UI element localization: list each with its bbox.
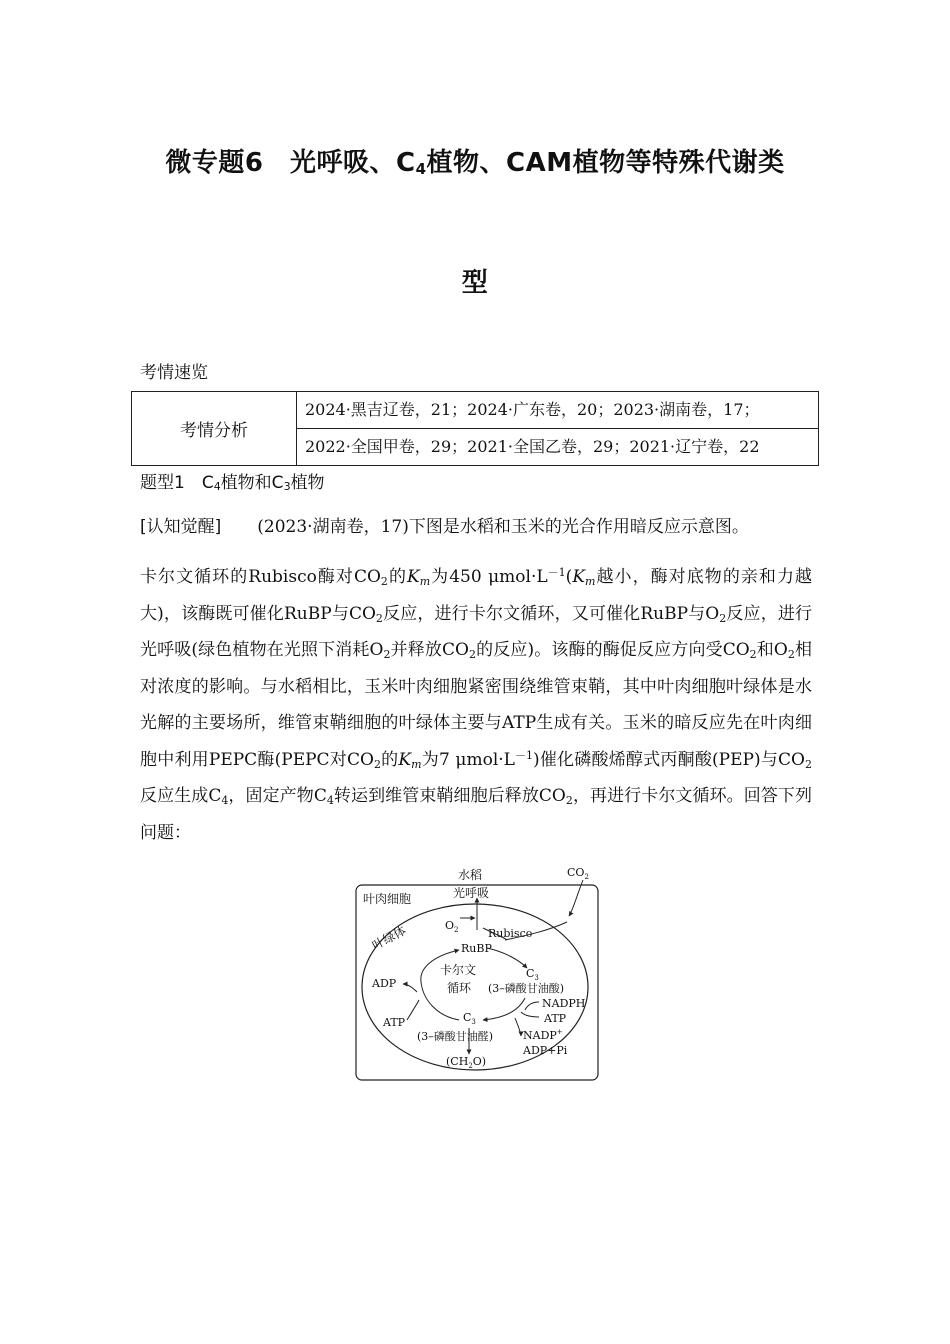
rubp-to-c3-arrow [487, 948, 527, 968]
question-type-heading: 题型1 $C_4$植物和$C_3$植物 [140, 473, 325, 493]
page-title-line-2: 型 [461, 268, 489, 298]
question-intro [140, 512, 749, 537]
nadph-join [525, 1002, 539, 1010]
section-overview-heading: 考情速览 [140, 363, 208, 383]
exam-list-row-2: 2022·全国甲卷，29；2021·全国乙卷，29；2021·辽宁卷，22 [297, 429, 819, 466]
nadp-out-arrow [515, 1018, 521, 1036]
g3p-label: (3–磷酸甘油醛) [417, 1030, 494, 1043]
adp-label: ADP [372, 977, 397, 990]
page-title-line-1: 微专题6 光呼吸、$C_4$植物、CAM植物等特殊代谢类 [165, 148, 785, 178]
mesophyll-cell-label: 叶肉细胞 [363, 892, 412, 906]
atp-label-left: ATP [383, 1016, 406, 1029]
chloroplast-label: 叶绿体 [369, 923, 409, 953]
rice-label: 水稻 [458, 868, 483, 882]
co2-label-top: $CO_2$ [567, 866, 589, 881]
dark-reaction-diagram [355, 860, 600, 1082]
question-source: (2023·湖南卷，17)下图是水稻和玉米的光合作用暗反应示意图。 [257, 517, 749, 537]
ch2o-label: $(CH_2O)$ [446, 1055, 487, 1070]
photorespiration-label: 光呼吸 [453, 886, 490, 900]
nadph-label: NADPH [542, 997, 586, 1010]
rubp-label: RuBP [461, 942, 492, 955]
c3-label-lower: $C_3$ [463, 1011, 476, 1026]
nadp-label: NADP+ [523, 1028, 563, 1042]
exam-list-row-1: 2024·黑吉辽卷，21；2024·广东卷，20；2023·湖南卷，17； [297, 392, 819, 429]
exam-overview-table [131, 391, 819, 466]
atp-in-line [407, 1000, 419, 1020]
rubisco-label: Rubisco [488, 927, 533, 940]
pga-label: (3–磷酸甘油酸) [488, 982, 565, 995]
cognition-tag: [认知觉醒] [140, 517, 222, 537]
c3-to-c3-arrow [483, 998, 525, 1020]
o2-label: $O_2$ [445, 919, 459, 934]
calvin-cycle-label-2: 循环 [447, 981, 472, 995]
atp-join [521, 1012, 539, 1017]
adp-out-arrow [403, 984, 417, 992]
calvin-cycle-label-1: 卡尔文 [440, 963, 477, 977]
adp-pi-label: ADP+Pi [523, 1044, 568, 1057]
c3-label-upper: $C_3$ [526, 967, 539, 982]
question-body-paragraph: 卡尔文循环的Rubisco酶对$CO_2$的$K_m$为450 $\mu mol\cdot L^{-1}(K_m$越小，酶对底物的亲和力越大)，该酶既可催化RuBP与$CO_2$反应，进行卡尔文循环，又可催化RuBP与$O_2$反应，进行光呼吸(绿色植物在光照下消耗$O_2$并释放$CO_2$的反应)。该酶的酶促反应方向受$CO_2$和$O_2$相对浓度的影响。与水稻相比，玉米叶肉细胞紧密围绕维管束鞘，其中叶肉细胞叶绿体是水光解的主要场所，维管束鞘细胞的叶绿体主要与ATP生成有关。玉米的暗反应先在叶肉细胞中利用PEPC酶(PEPC对$CO_2$的$K_m$为7 $\mu mol\cdot L^{-1}$)催化磷酸烯醇式丙酮酸(PEP)与$CO_2$反应生成$C_4$，固定产物$C_4$转运到维管束鞘细胞后释放$CO_2$，再进行卡尔文循环。回答下列问题： [140, 566, 813, 843]
atp-label-right: ATP [544, 1012, 567, 1025]
exam-analysis-label: 考情分析 [132, 392, 297, 466]
